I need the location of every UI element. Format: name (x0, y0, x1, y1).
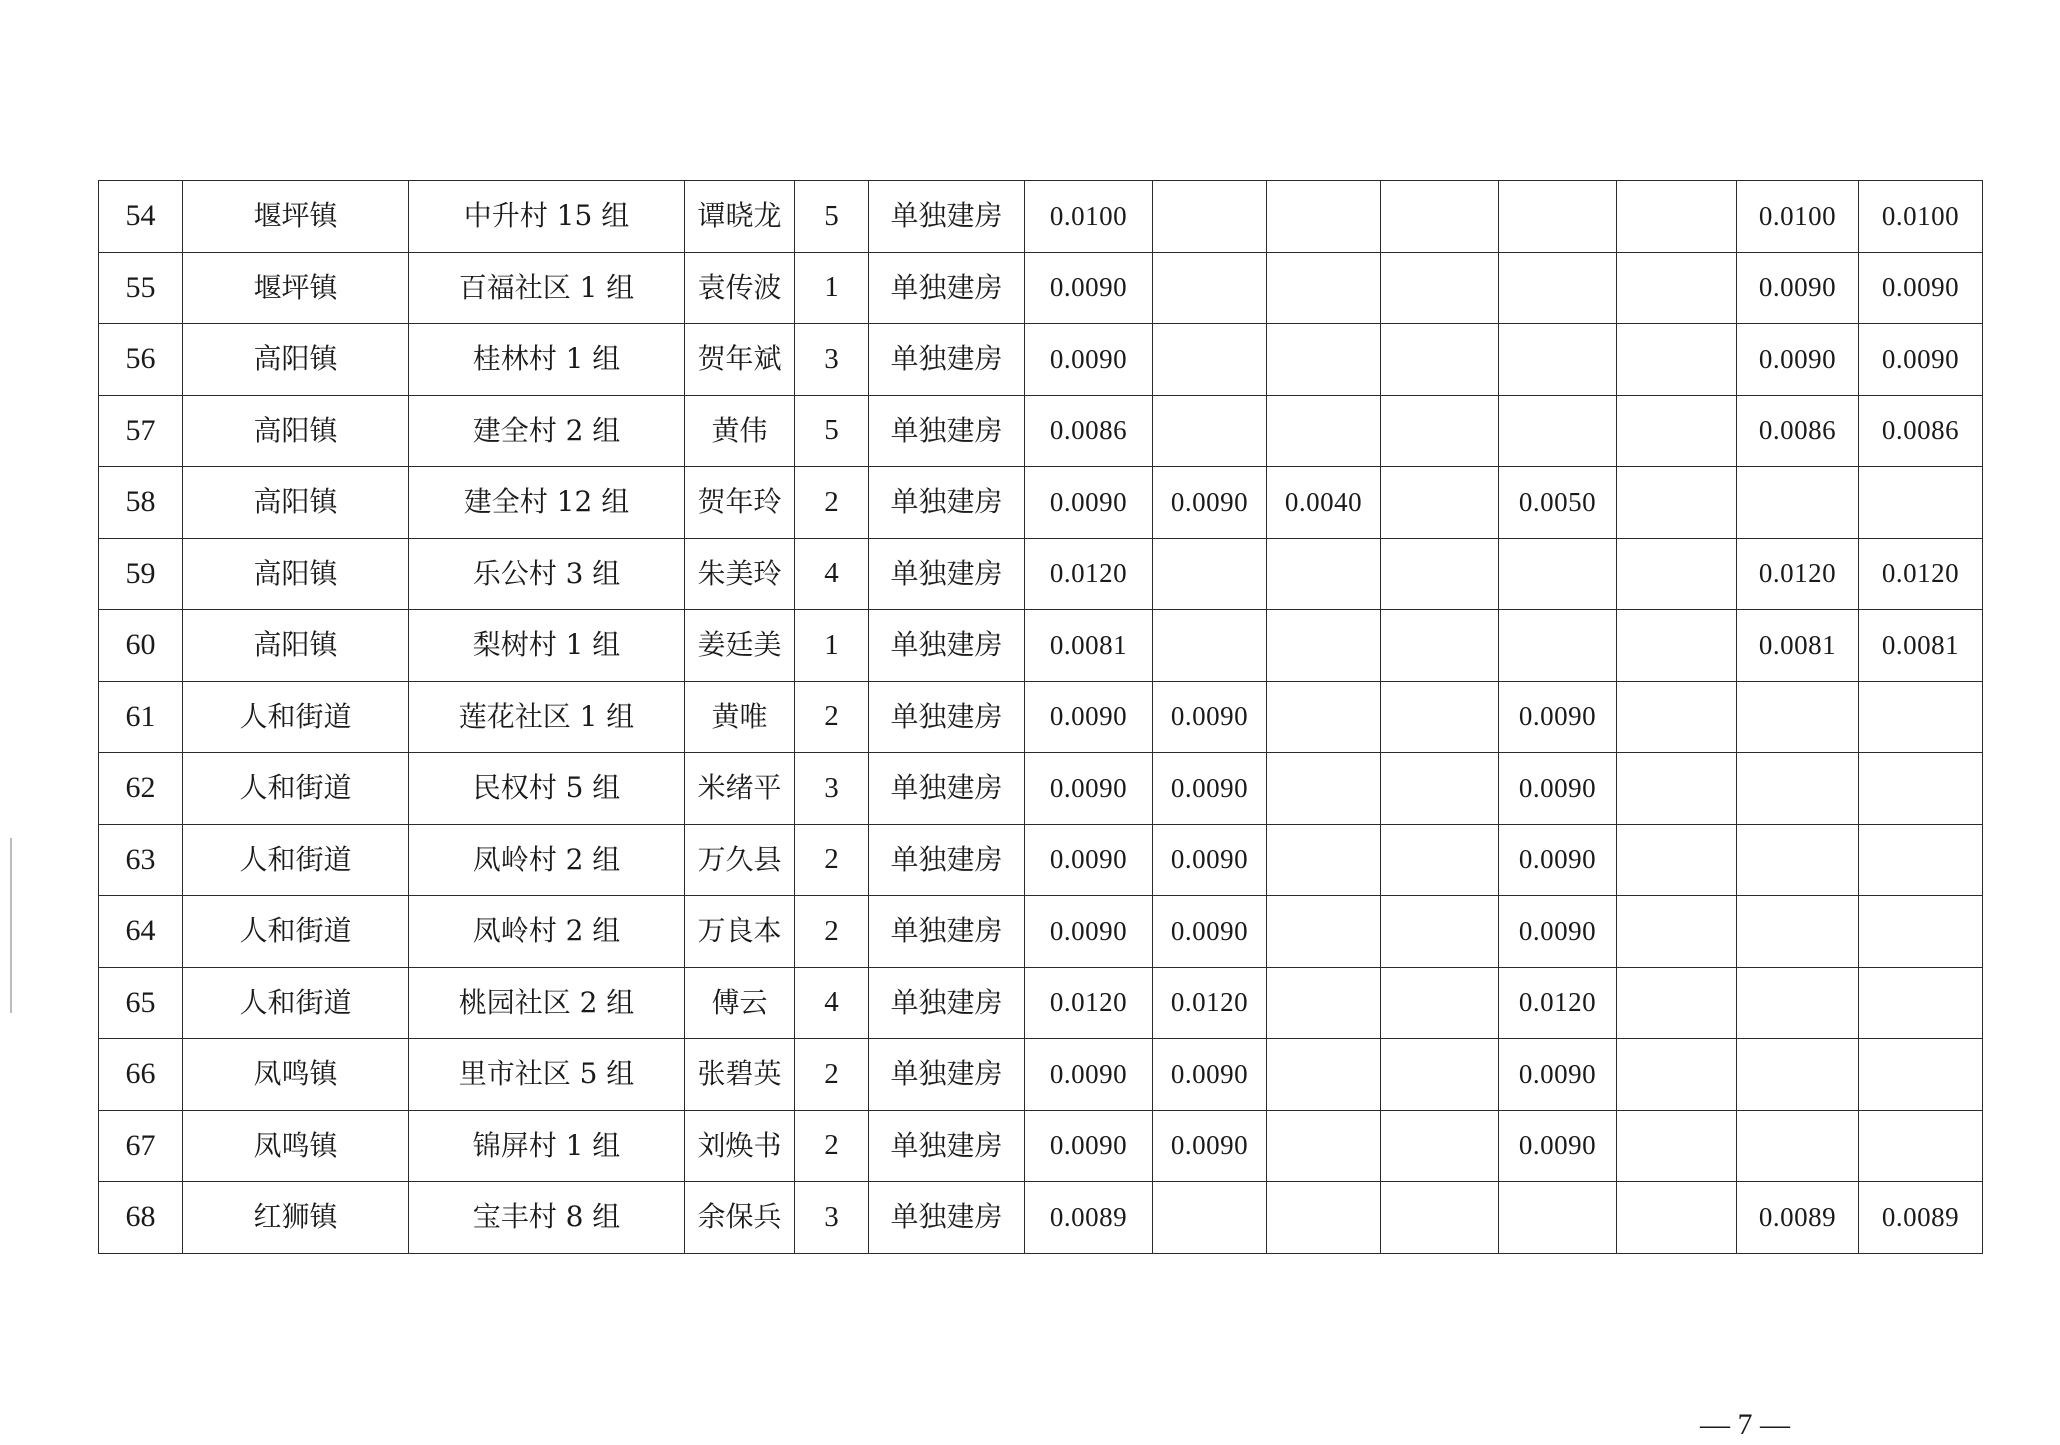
cell-serial-number: 65 (99, 967, 183, 1039)
cell-applicant-name: 袁传波 (685, 252, 795, 324)
cell-town: 人和街道 (183, 896, 409, 968)
cell-serial-number: 64 (99, 896, 183, 968)
cell-area-col-3 (1267, 252, 1381, 324)
cell-village-group: 民权村 5 组 (409, 753, 685, 825)
page-number: — 7 — (1700, 1408, 1790, 1441)
table-row (99, 181, 1983, 253)
cell-area-total: 0.0090 (1025, 681, 1153, 753)
cell-area-col-7 (1737, 681, 1859, 753)
cell-area-col-3 (1267, 1182, 1381, 1254)
cell-applicant-name: 朱美玲 (685, 538, 795, 610)
cell-area-col-2 (1153, 610, 1267, 682)
cell-household-size: 1 (795, 610, 869, 682)
cell-area-col-8: 0.0089 (1859, 1182, 1983, 1254)
cell-area-col-5 (1499, 324, 1617, 396)
cell-area-col-6 (1617, 967, 1737, 1039)
cell-town: 人和街道 (183, 967, 409, 1039)
cell-area-total: 0.0090 (1025, 1039, 1153, 1111)
cell-area-col-4 (1381, 753, 1499, 825)
table-row (99, 538, 1983, 610)
cell-serial-number: 54 (99, 181, 183, 253)
cell-area-col-8: 0.0086 (1859, 395, 1983, 467)
cell-area-col-2 (1153, 252, 1267, 324)
cell-household-size: 4 (795, 538, 869, 610)
cell-household-size: 2 (795, 1110, 869, 1182)
cell-town: 凤鸣镇 (183, 1039, 409, 1111)
cell-village-group: 凤岭村 2 组 (409, 896, 685, 968)
cell-area-col-7 (1737, 896, 1859, 968)
cell-area-col-3 (1267, 181, 1381, 253)
cell-area-col-4 (1381, 1182, 1499, 1254)
cell-area-col-2: 0.0090 (1153, 896, 1267, 968)
table-row (99, 252, 1983, 324)
cell-village-group: 锦屏村 1 组 (409, 1110, 685, 1182)
table-row (99, 1182, 1983, 1254)
cell-area-col-2: 0.0090 (1153, 824, 1267, 896)
cell-area-col-6 (1617, 1110, 1737, 1182)
cell-build-type: 单独建房 (869, 681, 1025, 753)
cell-town: 人和街道 (183, 753, 409, 825)
cell-serial-number: 55 (99, 252, 183, 324)
cell-area-col-3 (1267, 753, 1381, 825)
cell-area-col-8: 0.0090 (1859, 324, 1983, 396)
cell-serial-number: 68 (99, 1182, 183, 1254)
cell-area-col-6 (1617, 252, 1737, 324)
cell-applicant-name: 贺年斌 (685, 324, 795, 396)
cell-serial-number: 61 (99, 681, 183, 753)
cell-area-col-5: 0.0050 (1499, 467, 1617, 539)
cell-serial-number: 56 (99, 324, 183, 396)
cell-area-col-6 (1617, 395, 1737, 467)
cell-area-col-2: 0.0120 (1153, 967, 1267, 1039)
cell-town: 堰坪镇 (183, 181, 409, 253)
cell-area-col-6 (1617, 896, 1737, 968)
cell-build-type: 单独建房 (869, 1039, 1025, 1111)
cell-applicant-name: 张碧英 (685, 1039, 795, 1111)
cell-area-col-6 (1617, 538, 1737, 610)
cell-village-group: 莲花社区 1 组 (409, 681, 685, 753)
cell-build-type: 单独建房 (869, 538, 1025, 610)
cell-applicant-name: 万久县 (685, 824, 795, 896)
cell-build-type: 单独建房 (869, 324, 1025, 396)
cell-area-col-8 (1859, 896, 1983, 968)
cell-area-col-5: 0.0090 (1499, 1039, 1617, 1111)
cell-serial-number: 63 (99, 824, 183, 896)
cell-town: 高阳镇 (183, 324, 409, 396)
table-row (99, 824, 1983, 896)
cell-area-col-2: 0.0090 (1153, 753, 1267, 825)
cell-build-type: 单独建房 (869, 753, 1025, 825)
cell-area-col-3 (1267, 896, 1381, 968)
cell-area-col-3 (1267, 538, 1381, 610)
cell-area-col-8: 0.0090 (1859, 252, 1983, 324)
cell-applicant-name: 傅云 (685, 967, 795, 1039)
cell-village-group: 梨树村 1 组 (409, 610, 685, 682)
cell-area-col-2: 0.0090 (1153, 1039, 1267, 1111)
cell-area-col-6 (1617, 1182, 1737, 1254)
cell-area-col-6 (1617, 681, 1737, 753)
cell-applicant-name: 刘焕书 (685, 1110, 795, 1182)
cell-area-col-6 (1617, 824, 1737, 896)
cell-build-type: 单独建房 (869, 610, 1025, 682)
cell-area-total: 0.0089 (1025, 1182, 1153, 1254)
cell-area-col-3 (1267, 1039, 1381, 1111)
table-row (99, 324, 1983, 396)
cell-town: 凤鸣镇 (183, 1110, 409, 1182)
cell-area-col-6 (1617, 753, 1737, 825)
cell-area-col-8 (1859, 681, 1983, 753)
cell-area-col-4 (1381, 324, 1499, 396)
cell-area-col-2 (1153, 395, 1267, 467)
cell-serial-number: 66 (99, 1039, 183, 1111)
cell-area-col-5 (1499, 181, 1617, 253)
cell-village-group: 宝丰村 8 组 (409, 1182, 685, 1254)
cell-area-col-5 (1499, 538, 1617, 610)
cell-area-col-3 (1267, 324, 1381, 396)
cell-village-group: 桃园社区 2 组 (409, 967, 685, 1039)
cell-build-type: 单独建房 (869, 395, 1025, 467)
cell-household-size: 2 (795, 681, 869, 753)
cell-area-col-2 (1153, 324, 1267, 396)
cell-town: 人和街道 (183, 824, 409, 896)
cell-area-col-7: 0.0081 (1737, 610, 1859, 682)
cell-area-col-8: 0.0081 (1859, 610, 1983, 682)
cell-applicant-name: 谭晓龙 (685, 181, 795, 253)
cell-build-type: 单独建房 (869, 467, 1025, 539)
cell-area-col-4 (1381, 1110, 1499, 1182)
cell-serial-number: 57 (99, 395, 183, 467)
cell-area-col-5: 0.0090 (1499, 1110, 1617, 1182)
cell-build-type: 单独建房 (869, 824, 1025, 896)
cell-area-col-7: 0.0090 (1737, 252, 1859, 324)
table-row (99, 967, 1983, 1039)
cell-area-col-8 (1859, 824, 1983, 896)
cell-village-group: 凤岭村 2 组 (409, 824, 685, 896)
cell-area-col-3 (1267, 395, 1381, 467)
cell-town: 高阳镇 (183, 395, 409, 467)
cell-area-col-6 (1617, 467, 1737, 539)
cell-applicant-name: 余保兵 (685, 1182, 795, 1254)
cell-area-col-5: 0.0120 (1499, 967, 1617, 1039)
cell-area-col-7: 0.0120 (1737, 538, 1859, 610)
cell-applicant-name: 姜廷美 (685, 610, 795, 682)
cell-town: 堰坪镇 (183, 252, 409, 324)
cell-area-col-7: 0.0100 (1737, 181, 1859, 253)
cell-town: 高阳镇 (183, 538, 409, 610)
cell-household-size: 5 (795, 181, 869, 253)
cell-area-col-5: 0.0090 (1499, 824, 1617, 896)
cell-area-col-7 (1737, 467, 1859, 539)
cell-household-size: 4 (795, 967, 869, 1039)
cell-serial-number: 62 (99, 753, 183, 825)
cell-area-col-2 (1153, 181, 1267, 253)
cell-household-size: 2 (795, 1039, 869, 1111)
cell-build-type: 单独建房 (869, 967, 1025, 1039)
table-row (99, 467, 1983, 539)
cell-area-col-7: 0.0086 (1737, 395, 1859, 467)
cell-area-col-2: 0.0090 (1153, 681, 1267, 753)
cell-area-total: 0.0090 (1025, 252, 1153, 324)
cell-area-col-3: 0.0040 (1267, 467, 1381, 539)
cell-area-col-5 (1499, 252, 1617, 324)
cell-area-total: 0.0100 (1025, 181, 1153, 253)
cell-area-col-3 (1267, 967, 1381, 1039)
cell-area-col-6 (1617, 610, 1737, 682)
cell-area-col-8 (1859, 1110, 1983, 1182)
cell-area-col-7 (1737, 753, 1859, 825)
cell-area-col-3 (1267, 824, 1381, 896)
cell-area-col-4 (1381, 252, 1499, 324)
cell-area-col-5 (1499, 610, 1617, 682)
cell-area-total: 0.0090 (1025, 467, 1153, 539)
cell-area-col-4 (1381, 681, 1499, 753)
cell-area-col-8 (1859, 753, 1983, 825)
table-row (99, 681, 1983, 753)
cell-serial-number: 67 (99, 1110, 183, 1182)
cell-build-type: 单独建房 (869, 1110, 1025, 1182)
table-body (99, 181, 1983, 1254)
cell-area-col-8 (1859, 1039, 1983, 1111)
cell-household-size: 3 (795, 1182, 869, 1254)
cell-area-col-2 (1153, 538, 1267, 610)
cell-village-group: 百福社区 1 组 (409, 252, 685, 324)
cell-area-col-4 (1381, 824, 1499, 896)
cell-area-col-4 (1381, 181, 1499, 253)
table-row (99, 1110, 1983, 1182)
cell-household-size: 5 (795, 395, 869, 467)
cell-area-col-8 (1859, 967, 1983, 1039)
cell-area-col-7: 0.0090 (1737, 324, 1859, 396)
cell-area-col-5: 0.0090 (1499, 681, 1617, 753)
scan-margin-mark (10, 838, 12, 1013)
cell-town: 高阳镇 (183, 610, 409, 682)
cell-household-size: 2 (795, 896, 869, 968)
table-row (99, 753, 1983, 825)
cell-household-size: 3 (795, 324, 869, 396)
cell-village-group: 桂林村 1 组 (409, 324, 685, 396)
cell-area-col-5: 0.0090 (1499, 896, 1617, 968)
cell-household-size: 2 (795, 467, 869, 539)
cell-area-col-7 (1737, 1110, 1859, 1182)
cell-area-col-6 (1617, 181, 1737, 253)
cell-serial-number: 59 (99, 538, 183, 610)
cell-applicant-name: 黄伟 (685, 395, 795, 467)
cell-area-total: 0.0090 (1025, 324, 1153, 396)
cell-area-col-4 (1381, 538, 1499, 610)
cell-village-group: 建全村 2 组 (409, 395, 685, 467)
cell-town: 高阳镇 (183, 467, 409, 539)
cell-area-total: 0.0120 (1025, 538, 1153, 610)
cell-area-col-2: 0.0090 (1153, 467, 1267, 539)
cell-area-col-7 (1737, 1039, 1859, 1111)
land-use-table (98, 180, 1983, 1254)
cell-area-col-3 (1267, 681, 1381, 753)
cell-area-col-7 (1737, 824, 1859, 896)
cell-area-col-6 (1617, 1039, 1737, 1111)
cell-area-col-8: 0.0120 (1859, 538, 1983, 610)
cell-applicant-name: 贺年玲 (685, 467, 795, 539)
cell-serial-number: 58 (99, 467, 183, 539)
cell-area-total: 0.0090 (1025, 1110, 1153, 1182)
cell-area-total: 0.0120 (1025, 967, 1153, 1039)
table-row (99, 896, 1983, 968)
cell-village-group: 里市社区 5 组 (409, 1039, 685, 1111)
cell-build-type: 单独建房 (869, 896, 1025, 968)
cell-area-col-4 (1381, 896, 1499, 968)
cell-area-col-5: 0.0090 (1499, 753, 1617, 825)
cell-build-type: 单独建房 (869, 181, 1025, 253)
cell-applicant-name: 黄唯 (685, 681, 795, 753)
cell-area-col-2 (1153, 1182, 1267, 1254)
cell-area-col-4 (1381, 467, 1499, 539)
cell-build-type: 单独建房 (869, 1182, 1025, 1254)
cell-area-total: 0.0086 (1025, 395, 1153, 467)
cell-area-col-5 (1499, 1182, 1617, 1254)
cell-area-col-7: 0.0089 (1737, 1182, 1859, 1254)
cell-area-col-3 (1267, 1110, 1381, 1182)
cell-applicant-name: 万良本 (685, 896, 795, 968)
cell-area-total: 0.0090 (1025, 753, 1153, 825)
cell-area-total: 0.0081 (1025, 610, 1153, 682)
cell-area-total: 0.0090 (1025, 896, 1153, 968)
cell-area-col-4 (1381, 1039, 1499, 1111)
cell-area-col-8 (1859, 467, 1983, 539)
cell-build-type: 单独建房 (869, 252, 1025, 324)
cell-town: 红狮镇 (183, 1182, 409, 1254)
table-row (99, 610, 1983, 682)
table-row (99, 1039, 1983, 1111)
cell-area-total: 0.0090 (1025, 824, 1153, 896)
cell-village-group: 中升村 15 组 (409, 181, 685, 253)
cell-serial-number: 60 (99, 610, 183, 682)
cell-area-col-4 (1381, 395, 1499, 467)
cell-household-size: 3 (795, 753, 869, 825)
cell-household-size: 2 (795, 824, 869, 896)
cell-village-group: 建全村 12 组 (409, 467, 685, 539)
cell-town: 人和街道 (183, 681, 409, 753)
cell-area-col-4 (1381, 610, 1499, 682)
cell-area-col-5 (1499, 395, 1617, 467)
cell-village-group: 乐公村 3 组 (409, 538, 685, 610)
cell-area-col-6 (1617, 324, 1737, 396)
cell-area-col-4 (1381, 967, 1499, 1039)
cell-area-col-2: 0.0090 (1153, 1110, 1267, 1182)
cell-area-col-8: 0.0100 (1859, 181, 1983, 253)
cell-area-col-7 (1737, 967, 1859, 1039)
cell-household-size: 1 (795, 252, 869, 324)
table-row (99, 395, 1983, 467)
cell-applicant-name: 米绪平 (685, 753, 795, 825)
cell-area-col-3 (1267, 610, 1381, 682)
